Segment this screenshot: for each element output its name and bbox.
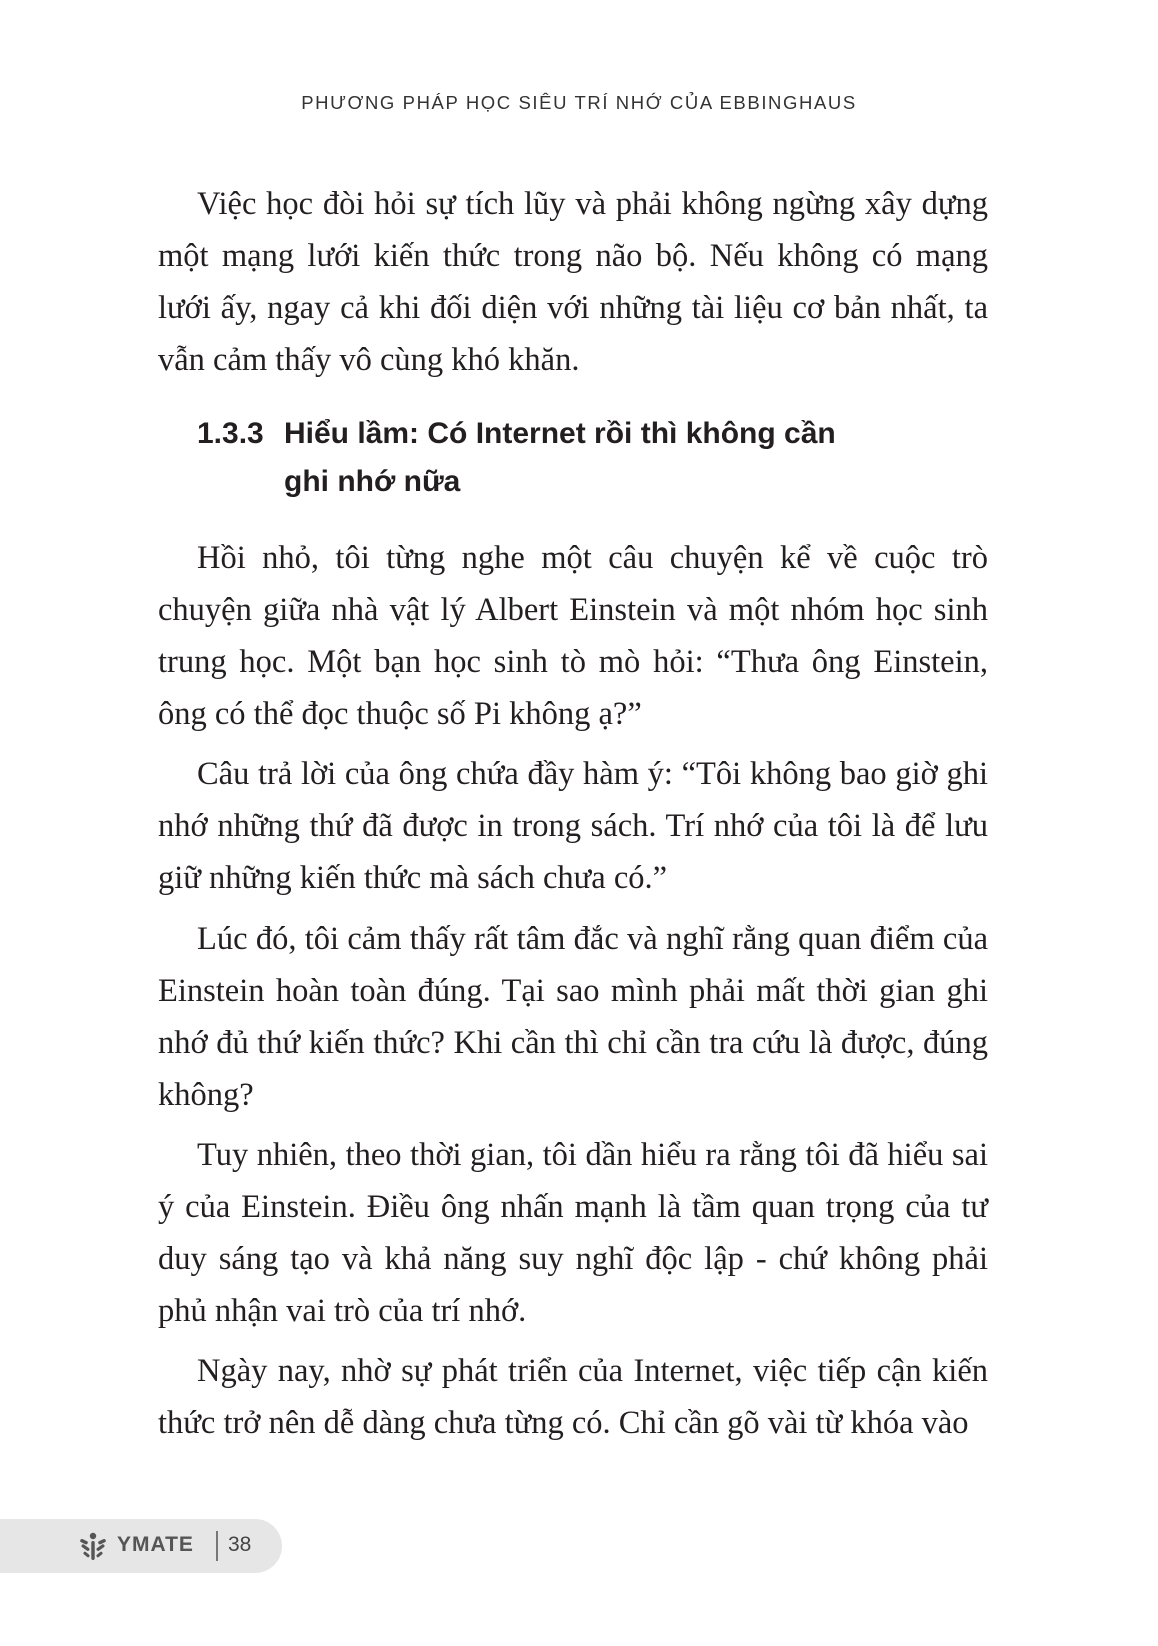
body-paragraph: Ngày nay, nhờ sự phát triển của Internet, việc tiếp cận kiến thức trở nên dễ dàng chưa từng có. Chỉ cần gõ vài từ khóa vào <box>158 1353 988 1441</box>
body-paragraph: Tuy nhiên, theo thời gian, tôi dần hiểu ra rằng tôi đã hiểu sai ý của Einstein. Điều ông nhấn mạnh là tầm quan trọng của tư duy sáng tạo và khả năng suy nghĩ độc lập - chứ không phải phủ nhận vai trò của trí nhớ. <box>158 1137 988 1329</box>
running-header: PHƯƠNG PHÁP HỌC SIÊU TRÍ NHỚ CỦA EBBINGHAUS <box>301 92 857 113</box>
ymate-logo-icon <box>77 1532 109 1562</box>
section-heading <box>197 410 977 506</box>
body-paragraph: Hồi nhỏ, tôi từng nghe một câu chuyện kể về cuộc trò chuyện giữa nhà vật lý Albert Einstein và một nhóm học sinh trung học. Một bạn học sinh tò mò hỏi: “Thưa ông Einstein, ông có thể đọc thuộc số Pi không ạ?” <box>158 540 988 732</box>
page-footer <box>0 1519 282 1573</box>
brand-name: YMATE <box>117 1533 194 1556</box>
footer-divider <box>216 1531 218 1561</box>
section-title-line-1: Hiểu lầm: Có Internet rồi thì không cần <box>284 417 836 450</box>
body-paragraph: Câu trả lời của ông chứa đầy hàm ý: “Tôi không bao giờ ghi nhớ những thứ đã được in trong sách. Trí nhớ của tôi là để lưu giữ những kiến thức mà sách chưa có.” <box>158 756 988 896</box>
body-paragraph: Việc học đòi hỏi sự tích lũy và phải không ngừng xây dựng một mạng lưới kiến thức trong não bộ. Nếu không có mạng lưới ấy, ngay cả khi đối diện với những tài liệu cơ bản nhất, ta vẫn cảm thấy vô cùng khó khăn. <box>158 186 988 378</box>
section-title-line-2: ghi nhớ nữa <box>284 465 461 498</box>
section-number: 1.3.3 <box>197 417 264 450</box>
body-paragraph: Lúc đó, tôi cảm thấy rất tâm đắc và nghĩ rằng quan điểm của Einstein hoàn toàn đúng. Tại sao mình phải mất thời gian ghi nhớ đủ thứ kiến thức? Khi cần thì chỉ cần tra cứu là được, đúng không? <box>158 921 988 1113</box>
page-number: 38 <box>228 1533 252 1556</box>
